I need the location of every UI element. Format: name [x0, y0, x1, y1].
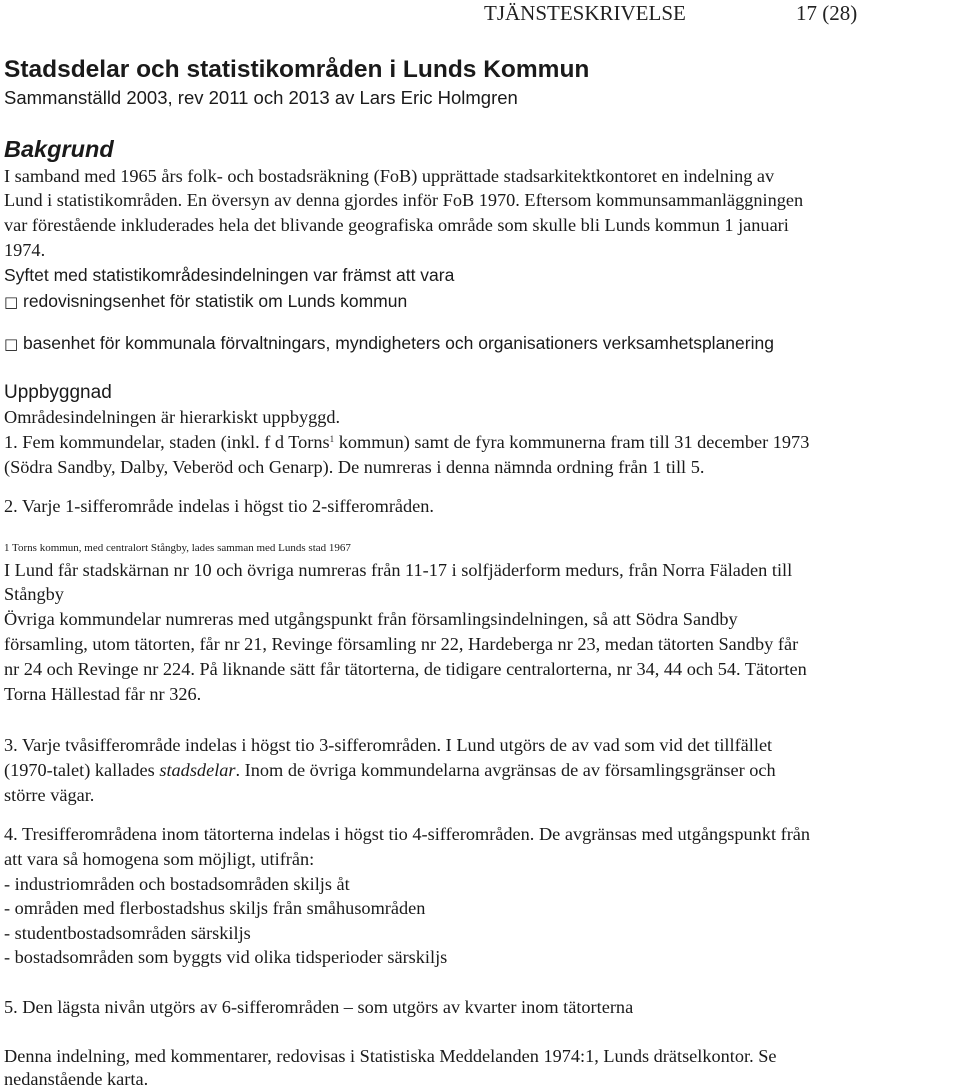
bullet-icon: □ — [4, 335, 19, 353]
paragraph-line: I samband med 1965 års folk- och bostadsräkning (FoB) upprättade stadsarkitektkontoret en indelning av — [4, 166, 775, 186]
document-type-label: TJÄNSTESKRIVELSE — [484, 1, 686, 25]
list-item — [4, 289, 407, 314]
paragraph-line: (Södra Sandby, Dalby, Veberöd och Genarp). De numreras i denna nämnda ordning från 1 till 5. — [4, 457, 705, 477]
paragraph-line: 3. Varje tvåsifferområde indelas i högst tio 3-sifferområden. I Lund utgörs de av vad som vid det tillfället — [4, 735, 773, 755]
paragraph-line: 2. Varje 1-sifferområde indelas i högst tio 2-sifferområden. — [4, 496, 435, 516]
paragraph-line: Denna indelning, med kommentarer, redovisas i Statistiska Meddelanden 1974:1, Lunds drätselkontor. Se — [4, 1046, 777, 1066]
list-item-text: basenhet för kommunala förvaltningars, myndigheters och organisationers verksamhetsplanering — [23, 333, 774, 353]
text-span: . Inom de övriga kommundelarna avgränsas de av församlingsgränser och — [235, 760, 776, 780]
heading-uppbyggnad: Uppbyggnad — [4, 382, 112, 403]
list-item: - studentbostadsområden särskiljs — [4, 923, 251, 943]
paragraph-line: 5. Den lägsta nivån utgörs av 6-sifferområden – som utgörs av kvarter inom tätorterna — [4, 997, 634, 1017]
page-subtitle: Sammanställd 2003, rev 2011 och 2013 av Lars Eric Holmgren — [4, 87, 518, 108]
list-item: - industriområden och bostadsområden skiljs åt — [4, 874, 350, 894]
emphasis-text: stadsdelar — [159, 760, 236, 780]
heading-bakgrund: Bakgrund — [4, 136, 114, 162]
list-item: - områden med flerbostadshus skiljs från småhusområden — [4, 898, 426, 918]
paragraph-line: Övriga kommundelar numreras med utgångspunkt från församlingsindelningen, så att Södra Sandby — [4, 609, 738, 629]
paragraph-line: I Lund får stadskärnan nr 10 och övriga numreras från 11-17 i solfjäderform medurs, från Norra Fäladen till — [4, 560, 793, 580]
text-span: 1. Fem kommundelar, staden (inkl. f d Torns — [4, 432, 330, 452]
syfte-intro: Syftet med statistikområdesindelningen var främst att vara — [4, 265, 455, 285]
text-span: kommun) samt de fyra kommunerna fram till 31 december 1973 — [334, 432, 810, 452]
paragraph-line: nedanstående karta. — [4, 1069, 149, 1089]
list-item — [4, 331, 774, 356]
page-title: Stadsdelar och statistikområden i Lunds Kommun — [4, 56, 590, 83]
document-header — [484, 0, 858, 26]
paragraph-line: nr 24 och Revinge nr 224. På liknande sätt får tätorterna, de tidigare centralorterna, nr 34, 44 och 54. Tätorten — [4, 659, 807, 679]
paragraph-line: församling, utom tätorten, får nr 21, Revinge församling nr 22, Hardeberga nr 23, medan tätorten Sandby får — [4, 634, 799, 654]
paragraph-line: var förestående inkluderades hela det blivande geografiska område som skulle bli Lunds kommun 1 januari — [4, 215, 789, 235]
paragraph-line: 1974. — [4, 240, 46, 260]
text-span: (1970-talet) kallades — [4, 760, 160, 780]
paragraph-line: 4. Tresifferområdena inom tätorterna indelas i högst tio 4-sifferområden. De avgränsas med utgångspunkt från — [4, 824, 811, 844]
list-item-text: redovisningsenhet för statistik om Lunds kommun — [23, 291, 408, 311]
paragraph-line: att vara så homogena som möjligt, utifrån: — [4, 849, 315, 869]
bullet-icon: □ — [4, 293, 19, 311]
paragraph-line: Torna Hällestad får nr 326. — [4, 684, 202, 704]
list-item: - bostadsområden som byggts vid olika tidsperioder särskiljs — [4, 947, 448, 967]
paragraph-line: Områdesindelningen är hierarkiskt uppbyggd. — [4, 407, 341, 427]
paragraph-line — [4, 430, 809, 454]
paragraph-line — [4, 758, 776, 782]
paragraph-line: Stångby — [4, 584, 64, 604]
paragraph-line: större vägar. — [4, 785, 95, 805]
footnote-marker: 1 — [329, 434, 335, 444]
paragraph-line: Lund i statistikområden. En översyn av denna gjordes inför FoB 1970. Eftersom kommunsammanläggningen — [4, 190, 804, 210]
footnote: 1 Torns kommun, med centralort Stångby, lades samman med Lunds stad 1967 — [4, 542, 351, 554]
page-number: 17 (28) — [796, 1, 858, 25]
